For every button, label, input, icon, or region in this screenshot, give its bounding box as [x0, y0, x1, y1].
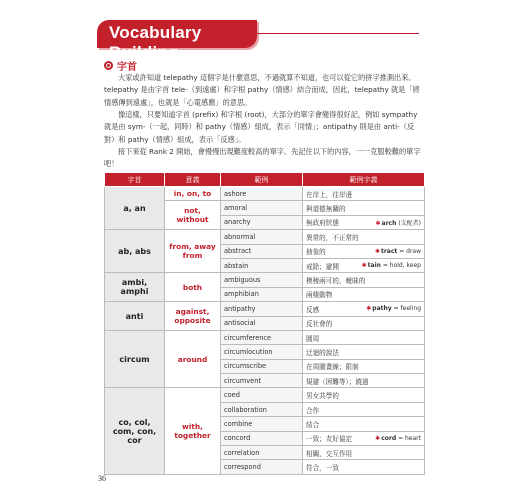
definition-cell	[303, 201, 425, 215]
definition-cell	[303, 244, 425, 258]
note-value: = hold, keep	[382, 262, 421, 270]
star-icon: ✱	[374, 247, 380, 255]
table-row	[105, 187, 425, 201]
section-title: 字首	[117, 62, 137, 73]
star-icon: ✱	[361, 262, 367, 270]
table-row	[105, 388, 425, 402]
definition-cell	[303, 330, 425, 344]
definition-wrapper	[306, 275, 421, 285]
definition-wrapper	[306, 203, 421, 213]
prefix-cell: ambi, amphi	[105, 273, 165, 302]
definition-text: 抽象的	[306, 248, 326, 257]
note-key: tract	[380, 247, 398, 255]
definition-cell	[303, 359, 425, 373]
etymology-note	[375, 435, 421, 442]
definition-wrapper	[306, 390, 421, 400]
definition-cell	[303, 431, 425, 445]
example-word-cell: combine	[221, 417, 303, 431]
page-number: 36	[98, 474, 106, 483]
definition-wrapper	[306, 232, 421, 242]
header-example: 範例	[221, 173, 303, 187]
etymology-note	[376, 218, 421, 227]
meaning-cell: in, on, to	[165, 187, 221, 201]
definition-cell	[303, 345, 425, 359]
prefix-cell: ab, abs	[105, 230, 165, 273]
note-value: = draw	[399, 247, 421, 255]
table-row	[105, 330, 425, 344]
definition-text: 模稜兩可的，曖昧的	[306, 277, 366, 286]
example-word-cell: circumvent	[221, 374, 303, 388]
bullet-icon	[104, 61, 113, 70]
note-value: (支配者)	[398, 219, 421, 227]
definition-wrapper	[306, 448, 421, 458]
example-word-cell: circumference	[221, 330, 303, 344]
meaning-cell: from, away from	[165, 230, 221, 273]
definition-wrapper	[306, 318, 421, 328]
star-icon: ✱	[375, 434, 381, 442]
table-row	[105, 302, 425, 316]
definition-wrapper	[306, 261, 421, 271]
definition-cell	[303, 374, 425, 388]
meaning-cell: against, opposite	[165, 302, 221, 331]
definition-cell	[303, 460, 425, 474]
definition-text: 與道德無關的	[306, 205, 346, 214]
meaning-cell: around	[165, 330, 221, 388]
definition-text: 反社會的	[306, 320, 333, 329]
header-prefix: 字首	[105, 173, 165, 187]
definition-cell	[303, 316, 425, 330]
definition-text: 兩棲動物	[306, 291, 333, 300]
table-body	[105, 187, 425, 475]
note-key: arch	[381, 219, 397, 227]
meaning-cell: not, without	[165, 201, 221, 230]
example-word-cell: abnormal	[221, 230, 303, 244]
definition-text: 合作	[306, 406, 320, 415]
definition-cell	[303, 187, 425, 201]
intro-text-3: 接下來從 Rank 2 開始，會慢慢出現難度較高的單字。先記住以下的內容，一一克服較難的單字吧！	[104, 147, 421, 169]
definition-wrapper	[306, 246, 421, 256]
definition-text: 無政府狀態	[306, 219, 339, 228]
definition-cell	[303, 230, 425, 244]
example-word-cell: circumlocution	[221, 345, 303, 359]
note-key: pathy	[372, 305, 392, 313]
definition-cell	[303, 302, 425, 316]
header-definition: 範例字義	[303, 173, 425, 187]
example-word-cell: abstain	[221, 258, 303, 272]
definition-wrapper	[306, 462, 421, 472]
intro-text-1: 大家或許知道 telepathy 這個字是什麼意思，不過就算不知道，也可以從它的拼字推測出來。telepathy 是由字首 tele-（到遠處）和字根 pathy（情感）結合而成，因此，telepathy 就是「將情感傳到遠處」，也就是「心電感應」的意思。	[104, 73, 420, 107]
example-word-cell: correspond	[221, 460, 303, 474]
definition-wrapper	[306, 419, 421, 429]
etymology-note	[366, 305, 421, 312]
definition-text: 戒除；避開	[306, 262, 339, 271]
star-icon: ✱	[366, 305, 372, 313]
definition-wrapper	[306, 376, 421, 386]
definition-wrapper	[306, 433, 421, 443]
definition-cell	[303, 215, 425, 229]
example-word-cell: amphibian	[221, 287, 303, 301]
prefix-cell: co, col, com, con, cor	[105, 388, 165, 474]
definition-text: 結合	[306, 420, 320, 429]
definition-text: 符合，一致	[306, 464, 339, 473]
note-value: = feeling	[393, 305, 421, 313]
definition-cell	[303, 287, 425, 301]
banner-rule	[257, 33, 419, 34]
prefix-cell: circum	[105, 330, 165, 388]
etymology-note	[375, 248, 421, 255]
note-value: = heart	[398, 434, 421, 442]
meaning-cell: both	[165, 273, 221, 302]
example-word-cell: circumscribe	[221, 359, 303, 373]
definition-wrapper	[306, 289, 421, 299]
example-word-cell: antipathy	[221, 302, 303, 316]
definition-text: 在周圍畫線；限制	[306, 363, 359, 372]
table-row	[105, 230, 425, 244]
example-word-cell: correlation	[221, 446, 303, 460]
definition-wrapper	[306, 333, 421, 343]
table-header-row	[105, 173, 425, 187]
example-word-cell: coed	[221, 388, 303, 402]
example-word-cell: anarchy	[221, 215, 303, 229]
etymology-note	[362, 262, 421, 269]
definition-wrapper	[306, 189, 421, 199]
section-banner	[97, 20, 257, 62]
definition-text: 一致；友好協定	[306, 435, 353, 444]
definition-text: 反感	[306, 305, 320, 314]
definition-wrapper	[306, 347, 421, 357]
intro-paragraph-2	[104, 109, 422, 146]
definition-wrapper	[306, 405, 421, 415]
example-word-cell: ashore	[221, 187, 303, 201]
definition-cell	[303, 402, 425, 416]
definition-cell	[303, 388, 425, 402]
prefix-cell: a, an	[105, 187, 165, 230]
definition-cell	[303, 446, 425, 460]
definition-text: 迂迴的說法	[306, 348, 339, 357]
note-key: cord	[381, 434, 397, 442]
meaning-cell: with, together	[165, 388, 221, 474]
intro-paragraph-1	[104, 72, 422, 109]
definition-cell	[303, 417, 425, 431]
definition-wrapper	[306, 361, 421, 371]
definition-text: 圓周	[306, 334, 320, 343]
star-icon: ✱	[375, 219, 381, 227]
example-word-cell: concord	[221, 431, 303, 445]
example-word-cell: amoral	[221, 201, 303, 215]
banner-title: Vocabulary Building	[109, 23, 202, 62]
intro-paragraph-3	[104, 146, 422, 171]
note-key: tain	[367, 262, 381, 270]
definition-text: 異常的，不正常的	[306, 233, 359, 242]
definition-text: 相關，交互作用	[306, 449, 353, 458]
definition-text: 規避（困難等）；繞過	[306, 377, 369, 386]
definition-text: 男女共學的	[306, 392, 339, 401]
definition-text: 在岸上，往岸邊	[306, 190, 353, 199]
prefix-cell: anti	[105, 302, 165, 331]
example-word-cell: antisocial	[221, 316, 303, 330]
definition-cell	[303, 273, 425, 287]
header-meaning: 意義	[165, 173, 221, 187]
table-row	[105, 273, 425, 287]
definition-wrapper	[306, 304, 421, 314]
example-word-cell: ambiguous	[221, 273, 303, 287]
definition-cell	[303, 258, 425, 272]
section-heading	[104, 58, 137, 73]
example-word-cell: abstract	[221, 244, 303, 258]
definition-wrapper	[306, 217, 421, 227]
intro-text-2: 像這樣，只要知道字首 (prefix) 和字根 (root)，大部分的單字會變得很好記，例如 sympathy 就是由 sym-（一起，同時）和 pathy（情感）組成，表示「同情」；antipathy 則是由 anti-（反對）和 pathy（情感）組成，表示「反感」。	[104, 110, 418, 144]
prefix-table	[104, 172, 425, 475]
example-word-cell: collaboration	[221, 402, 303, 416]
